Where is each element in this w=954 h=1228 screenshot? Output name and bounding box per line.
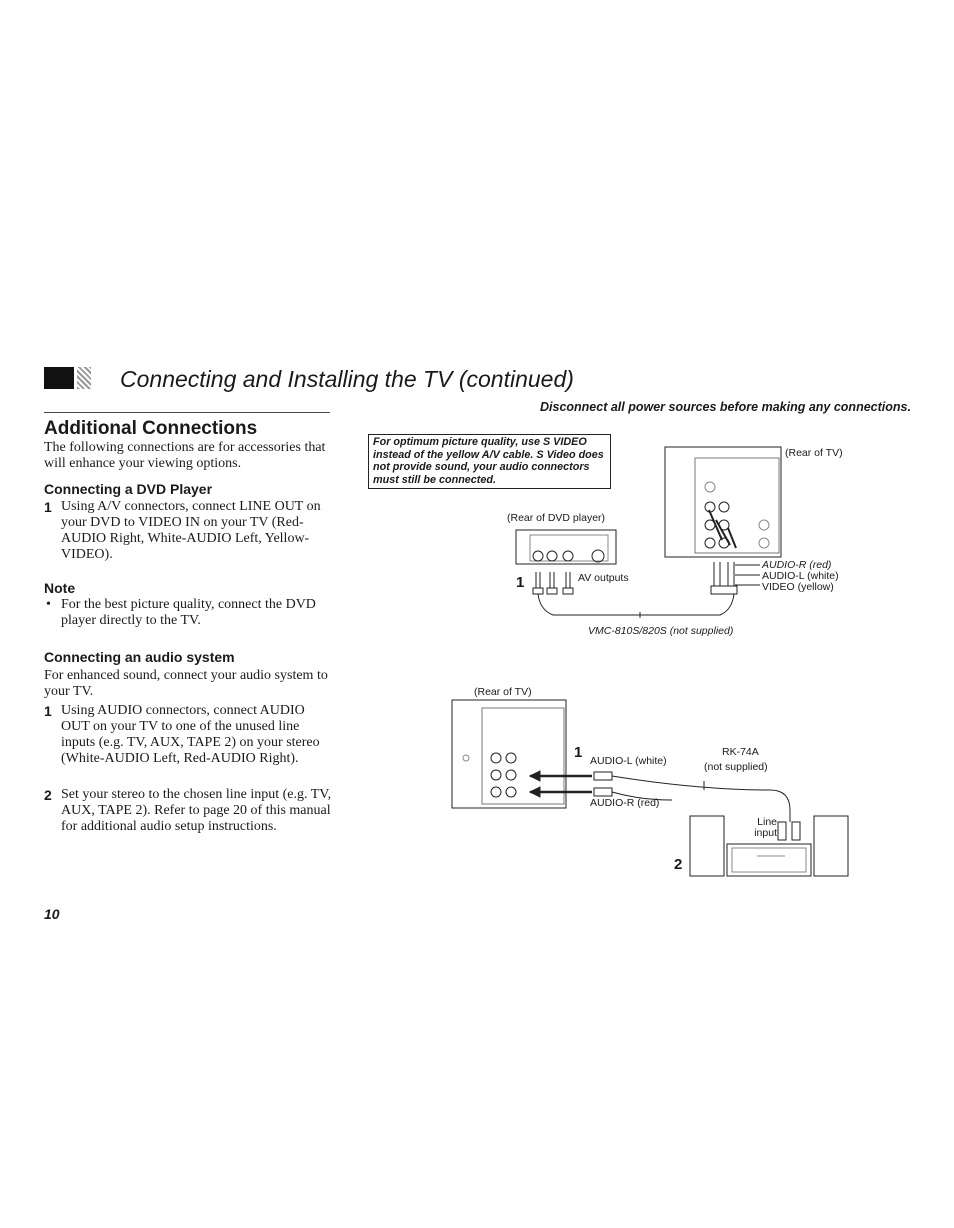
page-number: 10: [44, 906, 60, 922]
rear-of-tv-label-1: (Rear of TV): [785, 447, 843, 459]
line-input-label: Line input: [754, 816, 777, 839]
additional-intro: The following connections are for accessories that will enhance your viewing options.: [44, 440, 326, 471]
av-plugs-tv: [709, 510, 737, 594]
step-text: Using A/V connectors, connect LINE OUT on your DVD to VIDEO IN on your TV (Red-AUDIO Right, White-AUDIO Left, Yellow-VIDEO).: [61, 499, 321, 562]
dvd-heading: Connecting a DVD Player: [44, 481, 213, 497]
note-heading: Note: [44, 580, 76, 596]
audio-cable-arrows: [530, 771, 612, 797]
rk74a-label: RK-74A: [722, 746, 759, 758]
section-title: Connecting and Installing the TV (continued): [120, 366, 574, 392]
av-plugs-dvd: [533, 572, 573, 594]
audio-l-label-2: AUDIO-L (white): [590, 755, 667, 767]
diagram2-step-2: 2: [674, 856, 683, 873]
video-label: VIDEO (yellow): [762, 581, 834, 593]
step-text: Set your stereo to the chosen line input (e.g. TV, AUX, TAPE 2). Refer to page 20 of this manual for additional audio setup instructions.: [61, 787, 332, 834]
vmc-cable-label: VMC-810S/820S (not supplied): [588, 625, 734, 637]
step-number: 1: [44, 499, 52, 515]
diagram1-step-number: 1: [516, 574, 525, 591]
power-warning: Disconnect all power sources before making any connections.: [540, 400, 911, 414]
additional-connections-heading: Additional Connections: [44, 418, 258, 439]
not-supplied-label: (not supplied): [704, 761, 768, 773]
audio-l-label-1: AUDIO-L (white): [762, 570, 839, 582]
rear-of-dvd-label: (Rear of DVD player): [507, 512, 606, 524]
dvd-rear-panel: [516, 530, 616, 564]
audio-intro: For enhanced sound, connect your audio system to your TV.: [44, 668, 328, 699]
av-cable: [538, 594, 734, 615]
note-text: For the best picture quality, connect the DVD player directly to the TV.: [61, 597, 316, 628]
step-text: Using AUDIO connectors, connect AUDIO OUT on your TV to one of the unused line inputs (e.g. TV, AUX, TAPE 2) on your stereo (White-AUDIO Left, Red-AUDIO Right).: [61, 703, 320, 766]
tv-rear-panel-1: [665, 447, 781, 557]
audio-r-label-1: AUDIO-R (red): [762, 559, 832, 571]
diagram2-step-1: 1: [574, 744, 583, 761]
s-video-callout: For optimum picture quality, use S VIDEO instead of the yellow A/V cable. S Video does not provide sound, your audio connectors must still be connected.: [368, 434, 611, 489]
audio-r-label-2: AUDIO-R (red): [590, 797, 660, 809]
step-number: 2: [44, 787, 52, 803]
rear-of-tv-label-2: (Rear of TV): [474, 686, 532, 698]
av-outputs-label: AV outputs: [578, 572, 629, 584]
audio-heading: Connecting an audio system: [44, 649, 235, 665]
step-number: 1: [44, 703, 52, 719]
note-bullet: •: [46, 597, 51, 612]
